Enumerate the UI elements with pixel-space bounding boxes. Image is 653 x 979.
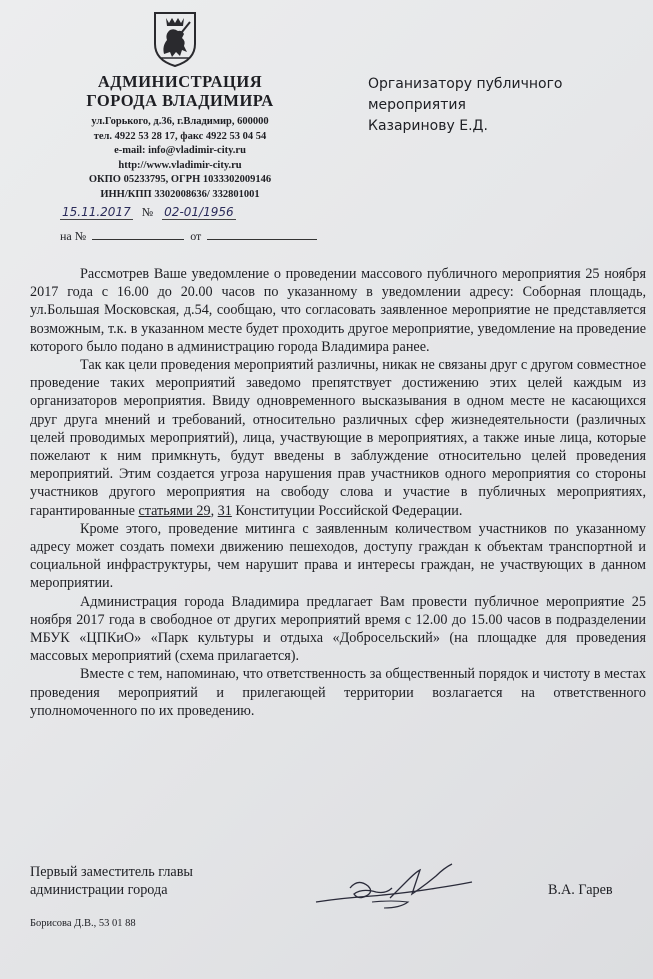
constitution-article-29-link[interactable]: статьями 29 — [138, 502, 211, 519]
signer-name: В.А. Гарев — [548, 882, 613, 898]
number-sign: № — [141, 205, 154, 219]
paragraph-5: Вместе с тем, напоминаю, что ответственность за общественный порядок и чистоту в местах проведения мероприятий и прилегающей территории возлагается на ответственного уполномоченного по их проведению. — [30, 666, 646, 719]
executor-contact: Борисова Д.В., 53 01 88 — [30, 918, 136, 929]
recipient-line2: мероприятия — [368, 97, 466, 113]
letter-body — [30, 265, 646, 720]
incoming-number-label: на № — [60, 229, 87, 243]
signer-title-line1: Первый заместитель главы — [30, 864, 193, 880]
sender-email: e-mail: info@vladimir-city.ru — [114, 145, 246, 157]
signer-title-line2: администрации города — [30, 882, 168, 898]
sender-address: ул.Горького, д.36, г.Владимир, 600000 — [91, 116, 269, 127]
city-coat-of-arms-icon — [152, 10, 198, 68]
outgoing-reference — [60, 205, 236, 220]
sender-requisites — [60, 115, 300, 203]
paragraph-2-ending: Конституции Российской Федерации. — [235, 502, 463, 519]
recipient-line1: Организатору публичного — [368, 76, 563, 92]
sender-phone: тел. 4922 53 28 17, факс 4922 53 04 54 — [93, 130, 267, 142]
constitution-article-31-link[interactable]: 31 — [217, 502, 232, 519]
sender-inn: ИНН/КПП 3302008636/ 332801001 — [100, 188, 260, 200]
paragraph-2 — [30, 356, 646, 520]
outgoing-date: 15.11.2017 — [62, 205, 131, 219]
sender-website: http://www.vladimir-city.ru — [118, 159, 242, 171]
org-name-line2: ГОРОДА ВЛАДИМИРА — [86, 91, 274, 110]
handwritten-signature — [312, 858, 477, 918]
paragraph-3: Кроме этого, проведение митинга с заявленным количеством участников по указанному адресу может создать помехи движению пешеходов, доступу граждан к объектам транспортной и социальной инфраструктуры, чем нарушит права и интересы граждан, не участвующих в данном мероприятии. — [30, 520, 646, 592]
paragraph-2-comma: , — [210, 502, 215, 519]
sender-header — [40, 72, 320, 110]
incoming-number-blank — [92, 228, 184, 240]
sender-okpo: ОКПО 05233795, ОГРН 1033302009146 — [88, 174, 272, 186]
outgoing-number: 02-01/1956 — [164, 205, 234, 219]
recipient-line3: Казаринову Е.Д. — [368, 118, 488, 134]
recipient-block — [368, 74, 563, 137]
incoming-date-label: от — [190, 229, 202, 243]
incoming-date-blank — [207, 228, 317, 240]
signer-title — [30, 863, 193, 899]
paragraph-4: Администрация города Владимира предлагает Вам провести публичное мероприятие 25 ноября 2017 года в свободное от других мероприятий время с 12.00 до 15.00 часов в подразделении МБУК «ЦПКиО» «Парк культуры и отдыха «Добросельский» (на площадке для проведения массовых мероприятий (схема прилагается). — [30, 593, 646, 665]
paragraph-1: Рассмотрев Ваше уведомление о проведении массового публичного мероприятия 25 ноября 2017 года с 16.00 до 20.00 часов по указанному в уведомлении адресу: Соборная площадь, ул.Большая Московская, д.54, сообщаю, что согласовать заявленное мероприятие не представляется возможным, т.к. в указанном месте будет проходить другое мероприятие, уведомление на проведение которого было подано в администрацию города Владимира ранее. — [30, 266, 646, 355]
paragraph-2-text: Так как цели проведения мероприятий различны, никак не связаны друг с другом совместное проведение таких мероприятий заведомо препятствует достижению этих целей каждым из организаторов мероприятия. Ввиду одновременного высказывания в одном месте не касающихся друг друга мнений и требований, относительно различных сфер жизнедеятельности (различных целей проводимых мероприятий), лица, участвующие в мероприятиях, а также иные лица, которые пожелают к ним примкнуть, будут введены в заблуждение относительно целей проведения мероприятий. Этим создается угроза нарушения прав участников одного мероприятия со стороны участников другого мероприятия на свободу слова и участие в публичных мероприятиях, гарантированные — [30, 357, 646, 519]
org-name-line1: АДМИНИСТРАЦИЯ — [97, 72, 263, 91]
incoming-reference — [60, 228, 317, 244]
